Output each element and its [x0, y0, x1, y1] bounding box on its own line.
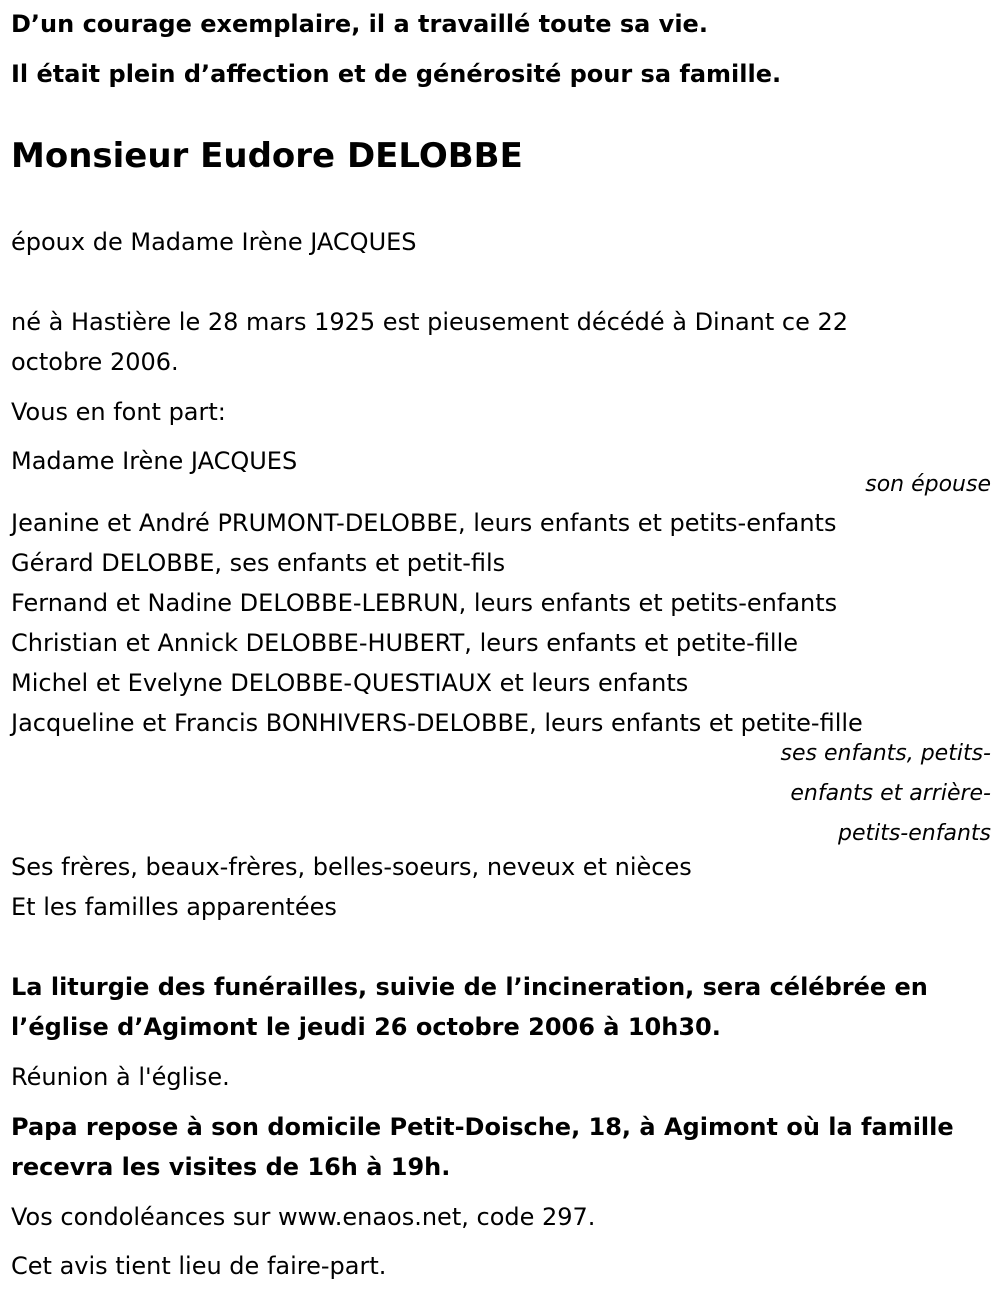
liturgy-line-1: La liturgie des funérailles, suivie de l’incineration, sera célébrée en — [11, 973, 928, 1001]
birth-death-line-2: octobre 2006. — [11, 348, 179, 376]
rest-line-1: Papa repose à son domicile Petit-Doische, 18, à Agimont où la famille — [11, 1113, 954, 1141]
rest-line-2: recevra les visites de 16h à 19h. — [11, 1153, 451, 1181]
children-relation-line: ses enfants, petits- — [780, 741, 991, 766]
birth-death-line-1: né à Hastière le 28 mars 1925 est pieusement décédé à Dinant ce 22 — [11, 308, 849, 336]
child-family-line: Jacqueline et Francis BONHIVERS-DELOBBE, leurs enfants et petite-fille — [11, 709, 863, 737]
closing-line: Cet avis tient lieu de faire-part. — [11, 1252, 387, 1280]
children-relation-line: petits-enfants — [837, 821, 991, 846]
child-family-line: Michel et Evelyne DELOBBE-QUESTIAUX et leurs enfants — [11, 669, 689, 697]
child-family-line: Jeanine et André PRUMONT-DELOBBE, leurs enfants et petits-enfants — [11, 509, 837, 537]
condolences-line: Vos condoléances sur www.enaos.net, code 297. — [11, 1203, 596, 1231]
children-relation-line: enfants et arrière- — [790, 781, 991, 806]
liturgy-line-2: l’église d’Agimont le jeudi 26 octobre 2006 à 10h30. — [11, 1013, 721, 1041]
other-relatives-line: Ses frères, beaux-frères, belles-soeurs, neveux et nièces — [11, 853, 692, 881]
spouse-line: époux de Madame Irène JACQUES — [11, 228, 417, 256]
reunion-line: Réunion à l'église. — [11, 1063, 230, 1091]
intro-line-1: D’un courage exemplaire, il a travaillé toute sa vie. — [11, 10, 708, 38]
other-relatives-line: Et les familles apparentées — [11, 893, 337, 921]
child-family-line: Christian et Annick DELOBBE-HUBERT, leurs enfants et petite-fille — [11, 629, 799, 657]
announcement-intro: Vous en font part: — [11, 398, 226, 426]
child-family-line: Fernand et Nadine DELOBBE-LEBRUN, leurs enfants et petits-enfants — [11, 589, 838, 617]
intro-line-2: Il était plein d’affection et de générosité pour sa famille. — [11, 60, 782, 88]
children-relation — [751, 734, 991, 854]
spouse-relation: son épouse — [865, 472, 991, 497]
deceased-name: Monsieur Eudore DELOBBE — [11, 136, 523, 176]
child-family-line: Gérard DELOBBE, ses enfants et petit-fils — [11, 549, 506, 577]
spouse-name: Madame Irène JACQUES — [11, 447, 298, 475]
